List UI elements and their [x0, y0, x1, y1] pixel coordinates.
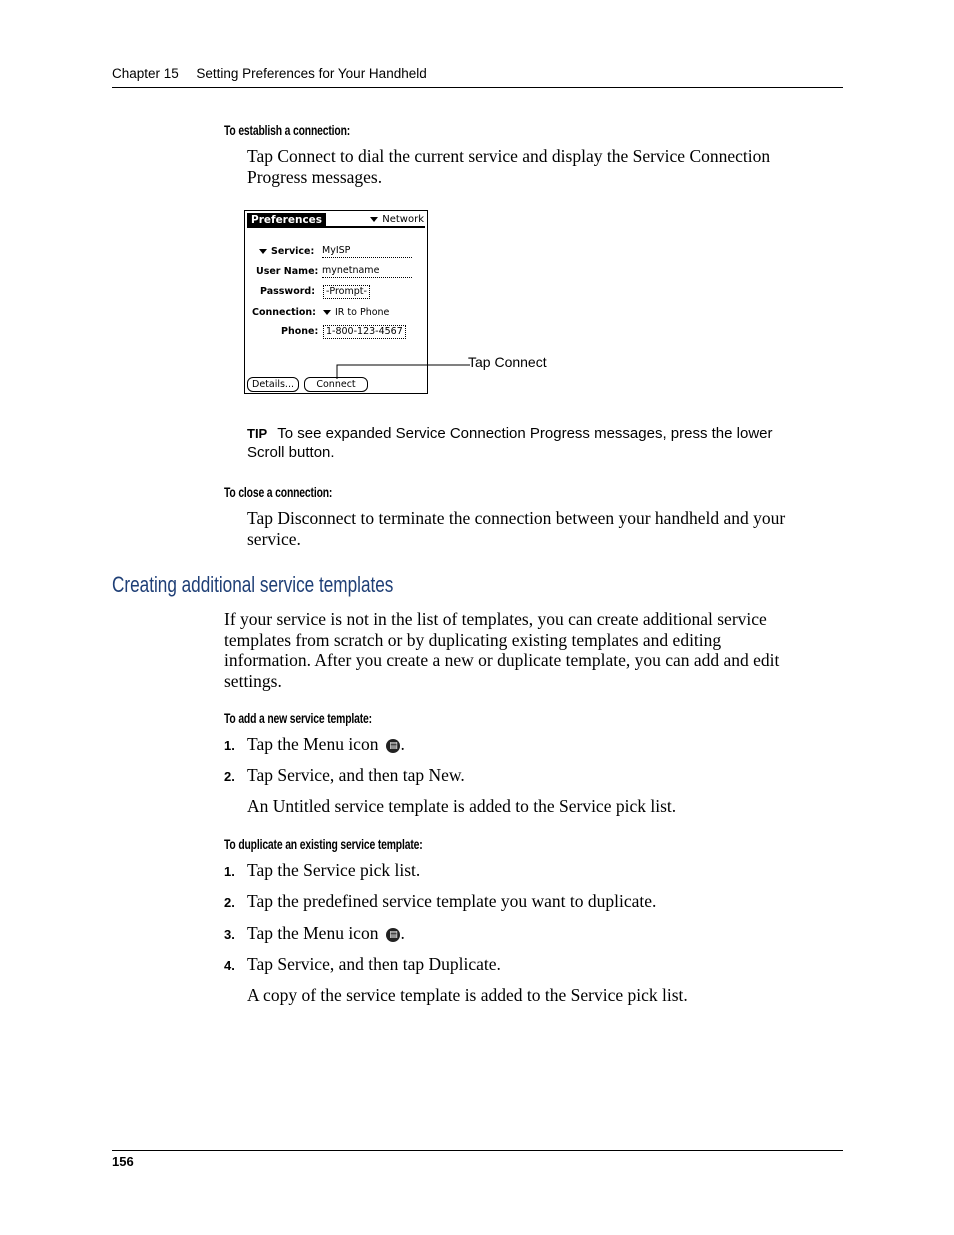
- header-rule: [112, 87, 843, 88]
- connect-button[interactable]: Connect: [304, 377, 368, 392]
- step-number: 2.: [224, 769, 235, 784]
- triangle-down-icon: [259, 249, 267, 254]
- section-paragraph: If your service is not in the list of templates, you can create additional service templates from scratch or by duplicating existing templates and editing information. After you create a new or duplicate template, you can add and edit settings.: [224, 609, 780, 691]
- step-text: Tap the Menu icon ▤ .: [247, 923, 405, 943]
- add-new-heading: To add a new service template:: [224, 710, 372, 726]
- password-label: Password:: [260, 286, 316, 297]
- step-number: 3.: [224, 927, 235, 942]
- username-label: User Name:: [256, 266, 319, 277]
- connection-label: Connection:: [252, 307, 316, 318]
- panel-picker[interactable]: Network: [370, 213, 424, 226]
- service-label[interactable]: Service:: [259, 246, 314, 258]
- step-text: Tap the Service pick list.: [247, 860, 421, 880]
- callout-line: [330, 355, 475, 380]
- phone-label: Phone:: [281, 326, 319, 337]
- triangle-down-icon: [370, 217, 378, 222]
- palm-title: Preferences: [247, 213, 326, 227]
- close-text: Tap Disconnect to terminate the connection between your handheld and your service.: [247, 508, 786, 549]
- menu-icon: ▤: [386, 928, 400, 942]
- palm-title-line: [247, 226, 425, 228]
- username-field[interactable]: mynetname: [322, 265, 412, 278]
- step-number: 2.: [224, 895, 235, 910]
- establish-text: Tap Connect to dial the current service and display the Service Connection Progress messages.: [247, 146, 771, 187]
- step-text: Tap Service, and then tap Duplicate.: [247, 954, 501, 974]
- tip: TIP To see expanded Service Connection Progress messages, press the lower Scroll button.: [247, 425, 773, 461]
- chapter-title: Setting Preferences for Your Handheld: [196, 66, 427, 81]
- page-number: 156: [112, 1154, 134, 1169]
- step-number: 4.: [224, 958, 235, 973]
- establish-heading: To establish a connection:: [224, 122, 351, 138]
- tip-label: TIP: [247, 426, 268, 441]
- step-result: An Untitled service template is added to the Service pick list.: [247, 796, 677, 816]
- phone-field[interactable]: 1-800-123-4567: [323, 325, 406, 339]
- step-number: 1.: [224, 738, 235, 753]
- password-field[interactable]: -Prompt-: [323, 285, 370, 299]
- triangle-down-icon: [323, 310, 331, 315]
- details-button[interactable]: Details...: [247, 377, 299, 392]
- step-text: Tap the predefined service template you want to duplicate.: [247, 891, 657, 911]
- chapter-number: Chapter 15: [112, 66, 179, 81]
- step-text: Tap Service, and then tap New.: [247, 765, 465, 785]
- callout-label: Tap Connect: [468, 354, 547, 370]
- step-text: Tap the Menu icon ▤ .: [247, 734, 405, 754]
- section-title: Creating additional service templates: [112, 572, 394, 597]
- close-heading: To close a connection:: [224, 484, 333, 500]
- footer-rule: [112, 1150, 843, 1151]
- duplicate-heading: To duplicate an existing service template:: [224, 836, 423, 852]
- connection-picker[interactable]: IR to Phone: [323, 307, 389, 319]
- service-value[interactable]: MyISP: [322, 245, 412, 258]
- menu-icon: ▤: [386, 739, 400, 753]
- running-header: [112, 66, 427, 81]
- step-result: A copy of the service template is added to the Service pick list.: [247, 985, 688, 1005]
- step-number: 1.: [224, 864, 235, 879]
